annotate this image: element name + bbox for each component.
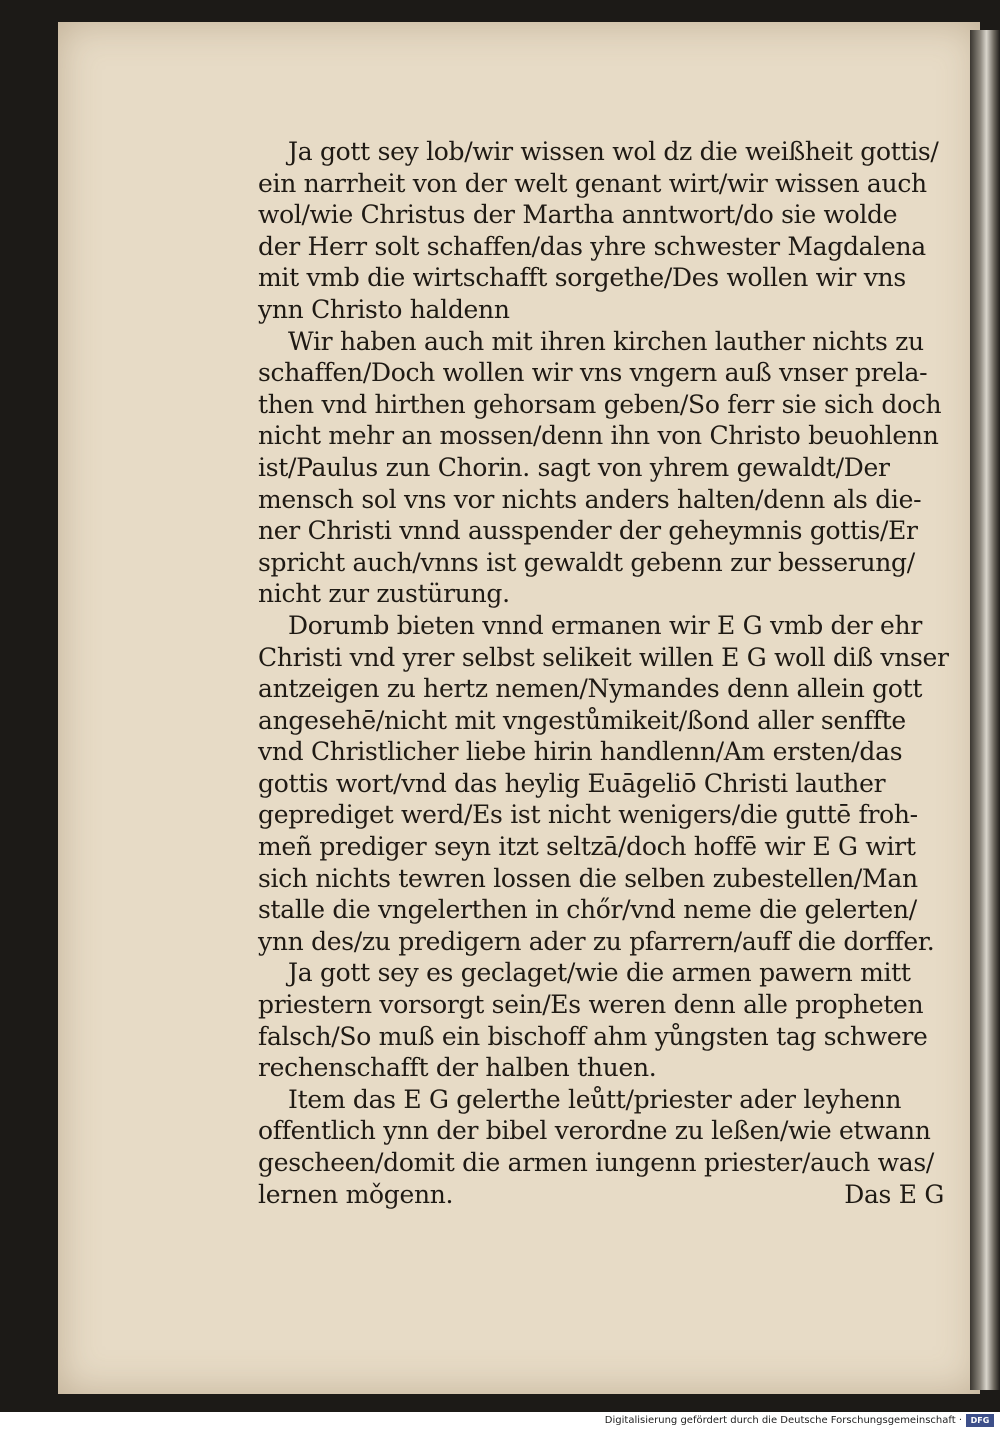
text-line: nicht zur zustürung.: [258, 579, 510, 609]
text-line: meñ prediger seyn itzt seltzā/doch hoffē wir E G wirt: [258, 832, 916, 862]
text-line: Wir haben auch mit ihren kirchen lauther nichts zu: [288, 326, 924, 356]
text-line: der Herr solt schaffen/das yhre schwester Magdalena: [258, 231, 926, 261]
text-line: then vnd hirthen gehorsam geben/So ferr sie sich doch: [258, 389, 942, 419]
text-line: vnd Christlicher liebe hirin handlenn/Am ersten/das: [258, 737, 903, 767]
dfg-logo: DFG: [966, 1414, 994, 1427]
page-edge: [970, 30, 1000, 1390]
text-line: Christi vnd yrer selbst selikeit willen E G woll diß vnser: [258, 642, 949, 672]
catchword: Das E G: [844, 1179, 944, 1209]
text-line: geprediget werd/Es ist nicht wenigers/die guttē froh-: [258, 800, 918, 830]
text-line: sich nichts tewren lossen die selben zubestellen/Man: [258, 863, 918, 893]
text-line: gescheen/domit die armen iungenn priester/auch was/: [258, 1148, 934, 1177]
footer-bar: [0, 1412, 1000, 1431]
text-line: Ja gott sey lob/wir wissen wol dz die weißheit gottis/: [288, 137, 939, 166]
text-line: offentlich ynn der bibel verordne zu leßen/wie etwann: [258, 1116, 931, 1146]
text-line: gottis wort/vnd das heylig Euāgeliō Christi lauther: [258, 768, 886, 798]
text-line: schaffen/Doch wollen wir vns vngern auß vnser prela-: [258, 358, 928, 388]
text-line: ein narrheit von der welt genant wirt/wir wissen auch: [258, 168, 927, 198]
text-line: mit vmb die wirtschafft sorgethe/Des wollen wir vns: [258, 263, 906, 293]
text-line: Ja gott sey es geclaget/wie die armen pawern mitt: [288, 958, 911, 988]
text-line: ynn Christo haldenn: [258, 294, 510, 324]
text-line: Item das E G gelerthe leůtt/priester ader leyhenn: [288, 1084, 902, 1114]
text-line: stalle die vngelerthen in chőr/vnd neme die gelerten/: [258, 895, 917, 925]
funding-note: Digitalisierung gefördert durch die Deutsche Forschungsgemeinschaft ·: [604, 1415, 962, 1426]
text-line: ner Christi vnnd ausspender der geheymnis gottis/Er: [258, 516, 918, 546]
text-line: lernen mǒgenn.: [258, 1179, 454, 1209]
text-line: spricht auch/vnns ist gewaldt gebenn zur besserung/: [258, 547, 915, 577]
text-line: mensch sol vns vor nichts anders halten/denn als die-: [258, 484, 922, 514]
text-line: wol/wie Christus der Martha anntwort/do sie wolde: [258, 200, 898, 230]
text-line: antzeigen zu hertz nemen/Nymandes denn allein gott: [258, 674, 923, 704]
text-line: angesehē/nicht mit vngestůmikeit/ßond aller senffte: [258, 705, 906, 735]
body-text: [258, 136, 958, 1210]
text-line: priestern vorsorgt sein/Es weren denn alle propheten: [258, 990, 924, 1020]
final-line: [258, 1179, 944, 1211]
text-line: falsch/So muß ein bischoff ahm yůngsten tag schwere: [258, 1021, 928, 1051]
text-line: rechenschafft der halben thuen.: [258, 1053, 657, 1083]
text-line: nicht mehr an mossen/denn ihn von Christo beuohlenn: [258, 421, 939, 451]
text-line: ist/Paulus zun Chorin. sagt von yhrem gewaldt/Der: [258, 452, 890, 482]
text-line: ynn des/zu predigern ader zu pfarrern/auff die dorffer.: [258, 926, 935, 956]
text-line: Dorumb bieten vnnd ermanen wir E G vmb der ehr: [288, 610, 922, 640]
